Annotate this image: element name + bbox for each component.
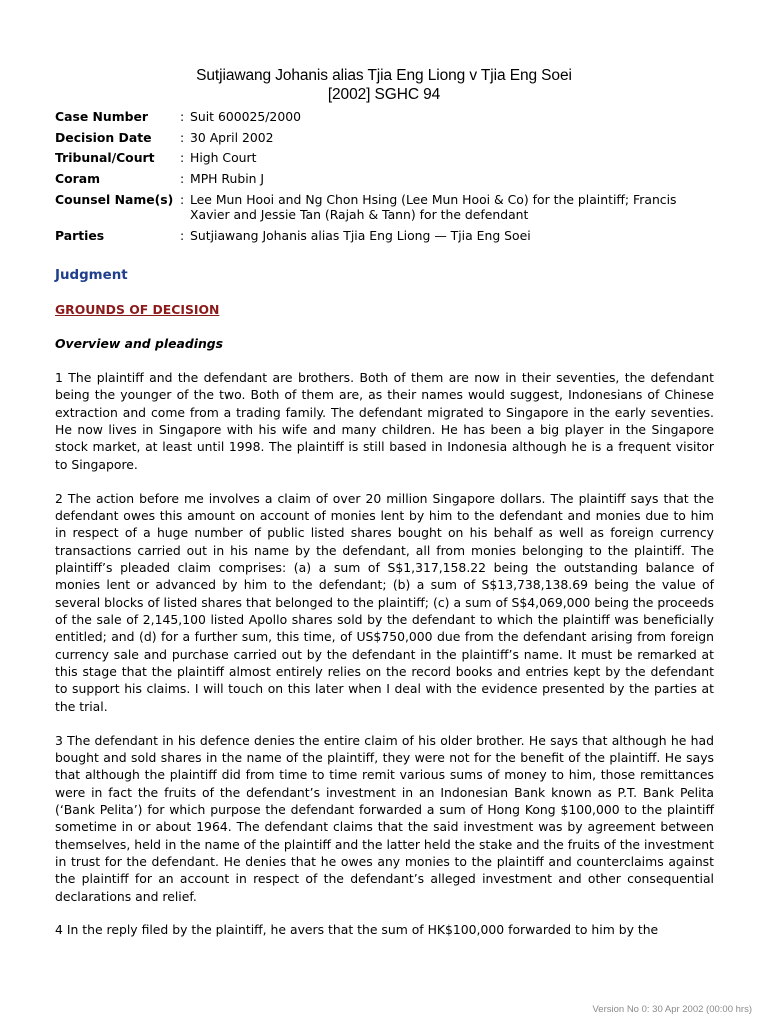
meta-value: MPH Rubin J xyxy=(190,171,265,187)
meta-value: Suit 600025/2000 xyxy=(190,109,301,124)
meta-label: Counsel Name(s) xyxy=(55,191,174,207)
paragraph-2: 2 The action before me involves a claim of over 20 million Singapore dollars. The plaintiff says that the defendant owes this amount on account of monies lent by him to the defendant and monies due to him in respect of a huge number of public listed shares bought on his behalf as well as foreign currency transactions carried out in his name by the defendant, all from monies belonging to the plaintiff. The plaintiff’s pleaded claim comprises: (a) a sum of S$1,317,158.22 being the outstanding balance of monies lent or advanced by him to the defendant; (b) a sum of S$13,738,138.69 being the value of several blocks of listed shares that belonged to the plaintiff; (c) a sum of S$4,069,000 being the proceeds of the sale of 2,145,100 listed Apollo shares sold by the defendant to which the plaintiff was beneficially entitled; and (d) for a further sum, this time, of US$750,000 due from the defendant arising from foreign currency sale and purchase carried out by the defendant in the plaintiff’s name. It must be remarked at this stage that the plaintiff almost entirely relies on the record books and entries kept by the defendant to support his claims. I will touch on this later when I deal with the evidence presented by the parties at the trial. xyxy=(55,490,714,714)
version-footer: Version No 0: 30 Apr 2002 (00:00 hrs) xyxy=(592,1004,752,1015)
meta-colon: : xyxy=(180,150,185,166)
paragraph-4: 4 In the reply filed by the plaintiff, he avers that the sum of HK$100,000 forwarded to him by the xyxy=(55,922,659,938)
meta-row-decision-date xyxy=(55,130,715,146)
meta-colon: : xyxy=(180,227,185,243)
meta-label: Case Number xyxy=(55,109,149,124)
meta-row-parties xyxy=(55,228,715,244)
meta-row-case-number xyxy=(55,109,715,125)
meta-label: Coram xyxy=(55,171,100,187)
meta-value: 30 April 2002 xyxy=(190,129,274,145)
meta-colon: : xyxy=(180,171,185,187)
case-citation: [2002] SGHC 94 xyxy=(327,86,441,103)
grounds-of-decision-heading: GROUNDS OF DECISION xyxy=(55,302,220,317)
paragraph-3: 3 The defendant in his defence denies the entire claim of his older brother. He says that although he had bought and sold shares in the name of the plaintiff, they were not for the benefit of the plaintiff. He says that although the plaintiff did from time to time remit various sums of money to him, those remittances were in fact the fruits of the defendant’s investment in an Indonesian Bank known as P.T. Bank Pelita (‘Bank Pelita’) for which purpose the defendant forwarded a sum of Hong Kong $100,000 to the plaintiff sometime in or about 1964. The defendant claims that the said investment was by agreement between themselves, held in the name of the plaintiff and the latter held the stake and the fruits of the investment in trust for the defendant. He denies that he owes any monies to the plaintiff and counterclaims against the plaintiff for an account in respect of the defendant’s alleged investment and other consequential declarations and relief. xyxy=(55,732,714,904)
meta-row-counsel xyxy=(55,192,715,223)
overview-heading: Overview and pleadings xyxy=(55,336,224,351)
meta-label: Tribunal/Court xyxy=(55,150,155,166)
meta-label: Decision Date xyxy=(55,129,152,145)
meta-colon: : xyxy=(180,109,185,124)
case-title xyxy=(0,66,768,104)
meta-value: Sutjiawang Johanis alias Tjia Eng Liong — Tjia Eng Soei xyxy=(190,227,531,243)
meta-value: Lee Mun Hooi and Ng Chon Hsing (Lee Mun Hooi & Co) for the plaintiff; Francis Xavier and Jessie Tan (Rajah & Tann) for the defendant xyxy=(190,191,677,223)
case-title-line-1: Sutjiawang Johanis alias Tjia Eng Liong v Tjia Eng Soei xyxy=(196,67,572,84)
meta-colon: : xyxy=(180,191,185,207)
judgment-heading: Judgment xyxy=(55,268,128,283)
paragraph-1: 1 The plaintiff and the defendant are brothers. Both of them are now in their seventies, the defendant being the younger of the two. Both of them are, as their names would suggest, Indonesians of Chinese extraction and come from a trading family. The defendant migrated to Singapore in the early seventies. He now lives in Singapore with his wife and many children. He has been a big player in the Singapore stock market, at least until 1998. The plaintiff is still based in Indonesia although he is a frequent visitor to Singapore. xyxy=(55,370,714,472)
meta-value: High Court xyxy=(190,150,257,166)
case-metadata xyxy=(55,109,715,249)
meta-colon: : xyxy=(180,129,185,145)
meta-row-coram xyxy=(55,171,715,187)
meta-row-tribunal xyxy=(55,150,715,166)
judgment-body xyxy=(55,369,714,955)
meta-label: Parties xyxy=(55,227,105,243)
